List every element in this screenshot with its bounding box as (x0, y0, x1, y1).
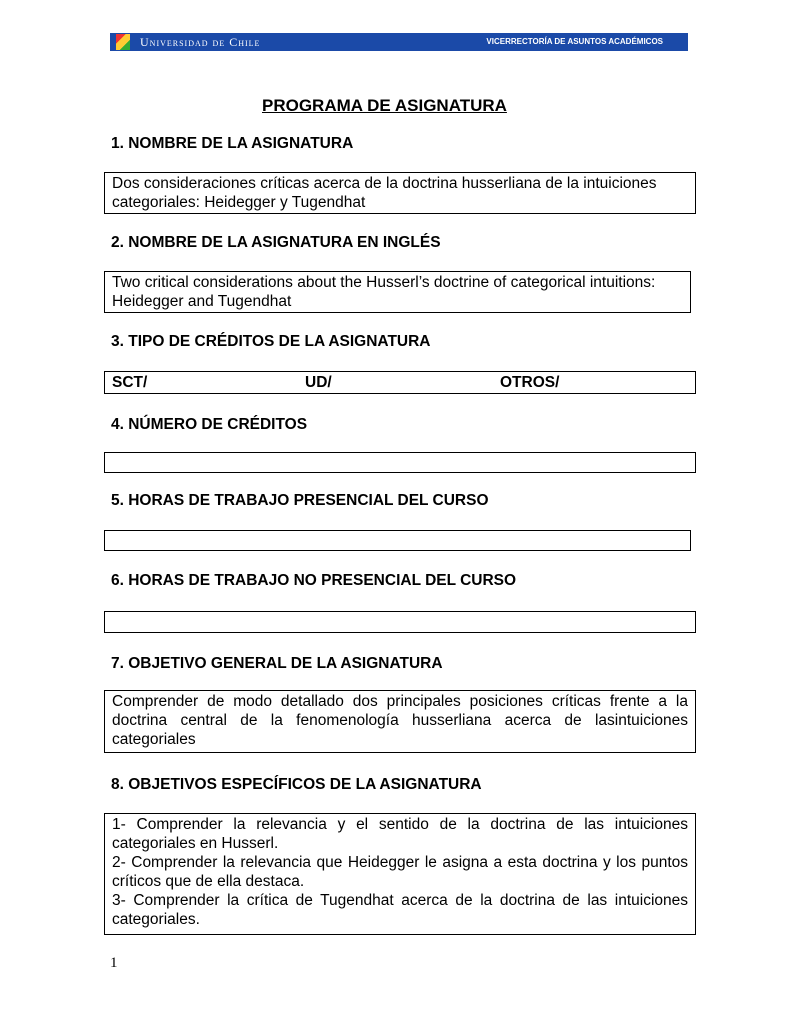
objective-item: 1- Comprender la relevancia y el sentido de la doctrina de las intuiciones categoriales en Husserl. (112, 816, 688, 852)
objective-item: 2- Comprender la relevancia que Heidegger le asigna a esta doctrina y los puntos críticos que de ella destaca. (112, 854, 688, 890)
section-box (104, 813, 696, 935)
credits-box (104, 371, 696, 394)
section-box: Two critical considerations about the Husserl’s doctrine of categorical intuitions: Heidegger and Tugendhat (104, 271, 691, 313)
credit-otros: OTROS/ (500, 374, 560, 391)
section-box (104, 452, 696, 473)
university-name: Universidad de Chile (140, 35, 261, 49)
section-heading: 6. HORAS DE TRABAJO NO PRESENCIAL DEL CURSO (111, 572, 517, 589)
page-number: 1 (110, 955, 118, 971)
section-box: Dos consideraciones críticas acerca de la doctrina husserliana de la intuiciones categoriales: Heidegger y Tugendhat (104, 172, 696, 214)
section-heading: 7. OBJETIVO GENERAL DE LA ASIGNATURA (111, 655, 443, 672)
credit-ud: UD/ (305, 374, 332, 391)
university-logo-icon (116, 34, 130, 50)
section-heading: 4. NÚMERO DE CRÉDITOS (111, 416, 308, 433)
section-heading: 8. OBJETIVOS ESPECÍFICOS DE LA ASIGNATURA (111, 776, 482, 793)
page-title: PROGRAMA DE ASIGNATURA (262, 96, 507, 115)
credit-sct: SCT/ (112, 374, 148, 391)
header-banner (110, 33, 688, 51)
unit-name: VICERRECTORÍA DE ASUNTOS ACADÉMICOS (486, 37, 663, 46)
section-box: Comprender de modo detallado dos principales posiciones críticas frente a la doctrina central de la fenomenología husserliana acerca de lasintuiciones categoriales (104, 690, 696, 753)
section-box (104, 530, 691, 551)
section-heading: 2. NOMBRE DE LA ASIGNATURA EN INGLÉS (111, 234, 441, 251)
section-box (104, 611, 696, 633)
section-heading: 1. NOMBRE DE LA ASIGNATURA (111, 135, 354, 152)
section-heading: 3. TIPO DE CRÉDITOS DE LA ASIGNATURA (111, 333, 431, 350)
section-heading: 5. HORAS DE TRABAJO PRESENCIAL DEL CURSO (111, 492, 489, 509)
objective-item: 3- Comprender la crítica de Tugendhat acerca de la doctrina de las intuiciones categoriales. (112, 892, 688, 928)
